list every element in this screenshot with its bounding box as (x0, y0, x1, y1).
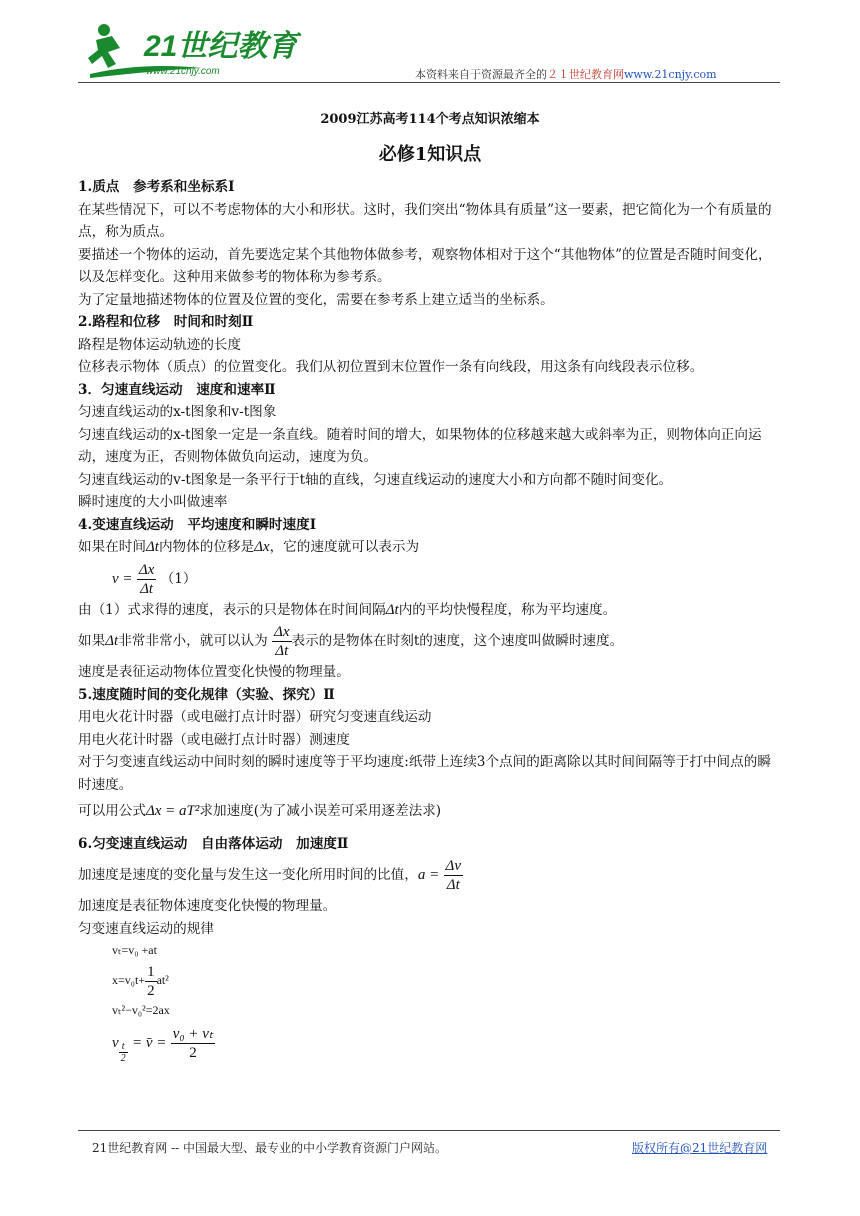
formula-lhs: a = (417, 867, 440, 883)
fraction-one-half (145, 963, 157, 1000)
section-4-heading: 4.变速直线运动 平均速度和瞬时速度Ⅰ (78, 516, 317, 533)
text-span: 可以用公式 (78, 803, 146, 819)
equation-number: （1） (160, 570, 197, 587)
section-1-para-1: 在某些情况下，可以不考虑物体的大小和形状。这时，我们突出“物体具有质量”这一要素，把它简化为一个有质量的点，称为质点。 (78, 201, 772, 240)
section-2-para-1: 路程是物体运动轨迹的长度 (78, 336, 242, 353)
fraction-mean-velocity (171, 1025, 216, 1062)
document-title: 2009江苏高考114个考点知识浓缩本 (320, 112, 540, 127)
section-2-heading: 2.路程和位移 时间和时刻Ⅱ (78, 314, 254, 330)
text-span: 求加速度(为了减小误差可采用逐差法求) (199, 803, 442, 819)
section-4-para-3 (78, 621, 782, 661)
section-5-heading: 5.速度随时间的变化规律（实验、探究）Ⅱ (78, 686, 335, 703)
fraction-denominator: 2 (120, 1053, 126, 1064)
fraction-denominator: 2 (189, 1045, 197, 1061)
text-span: 如果在时间 (78, 539, 146, 555)
header-note (415, 66, 717, 82)
text-span: 内物体的位移是 (158, 539, 255, 555)
fraction-numerator: Δv (445, 858, 462, 874)
fraction-denominator: 2 (147, 982, 155, 999)
text-span: 由（1）式求得的速度，表示的只是物体在时间间隔 (78, 601, 386, 618)
delta-t-symbol: Δt (145, 539, 159, 555)
section-4-para-4: 速度是表征运动物体位置变化快慢的物理量。 (78, 664, 350, 680)
delta-x-symbol: Δx (254, 539, 270, 555)
section-5-para-1: 用电火花计时器（或电磁打点计时器）研究匀变速直线运动 (78, 709, 432, 725)
fraction-numerator: v₀ + vₜ (172, 1026, 214, 1042)
section-5-para-2: 用电火花计时器（或电磁打点计时器）测速度 (78, 731, 350, 748)
section-3-para-3: 匀速直线运动的v-t图象是一条平行于t轴的直线，匀速直线运动的速度大小和方向都不随时间变化。 (78, 471, 673, 488)
section-6-para-2: 加速度是表征物体速度变化快慢的物理量。 (78, 898, 337, 914)
section-3-para-2: 匀速直线运动的x-t图象一定是一条直线。随着时间的增大，如果物体的位移越来越大或斜率为正，则物体向正向运动，速度为正，否则物体做负向运动，速度为负。 (78, 426, 762, 465)
section-1-para-3: 为了定量地描述物体的位置及位置的变化，需要在参考系上建立适当的坐标系。 (78, 291, 554, 308)
formula-lhs: v = (112, 570, 133, 587)
fraction-denominator: Δt (140, 580, 154, 597)
text-span: 表示的是物体在时刻t的速度，这个速度叫做瞬时速度。 (291, 633, 624, 649)
formula-displacement (78, 960, 782, 1000)
text-span: at² (156, 973, 169, 987)
section-4-para-1 (78, 536, 782, 559)
formula-mean-velocity (78, 1020, 782, 1066)
fraction-numerator: Δx (138, 561, 155, 578)
formula-velocity-time: vₜ=v₀ +at (112, 943, 157, 957)
section-6-para-3: 匀变速直线运动的规律 (78, 920, 214, 937)
fraction-numerator: t (119, 1041, 128, 1053)
footer-copyright-link[interactable]: 版权所有@21世纪教育网 (632, 1141, 768, 1155)
runner-logo-icon (82, 18, 298, 82)
logo-url: www.21cnjy.com (146, 66, 220, 77)
formula-delta-x: Δx = aT² (145, 803, 200, 819)
text-span: x=v₀t+ (112, 973, 146, 987)
delta-t-symbol: Δt (105, 633, 119, 649)
text-span: 加速度是速度的变化量与发生这一变化所用时间的比值， (78, 867, 418, 883)
formula-mid: = v̄ = (132, 1035, 167, 1051)
section-5-para-4 (78, 800, 782, 823)
section-6-heading: 6.匀变速直线运动 自由落体运动 加速度Ⅱ (78, 835, 349, 852)
section-5-para-3: 对于匀变速直线运动中间时刻的瞬时速度等于平均速度:纸带上连续3个点间的距离除以其时间间隔等于打中间点的瞬时速度。 (78, 754, 771, 793)
logo-text: 21世纪教育 (144, 30, 298, 63)
footer-divider (78, 1130, 780, 1131)
text-span: 如果 (78, 633, 106, 649)
header-url-link[interactable]: www.21cnjy.com (624, 68, 717, 81)
fraction-numerator: Δx (274, 624, 290, 640)
text-span: ，它的速度就可以表示为 (269, 539, 420, 555)
site-logo (82, 18, 298, 82)
subscript-t-over-2 (119, 1041, 128, 1064)
text-span: 内的平均快慢程度，称为平均速度。 (398, 601, 617, 618)
fraction-dv-dt (444, 857, 463, 894)
document-body (78, 176, 782, 1066)
fraction-dx-dt (272, 623, 291, 660)
fraction-denominator: Δt (446, 877, 460, 893)
document-subtitle: 必修1知识点 (378, 144, 482, 165)
delta-t-symbol: Δt (385, 601, 399, 618)
footer-text: 21世纪教育网 -- 中国最大型、最专业的中小学教育资源门户网站。 (92, 1141, 448, 1155)
formula-lhs: v (112, 1035, 119, 1051)
section-6-para-1 (78, 855, 782, 895)
section-3-para-1: 匀速直线运动的x-t图象和v-t图象 (78, 404, 277, 420)
fraction-dx-dt (137, 561, 156, 598)
section-3-heading: 3．匀速直线运动 速度和速率Ⅱ (78, 381, 276, 398)
section-1-heading: 1.质点 参考系和坐标系Ⅰ (78, 179, 235, 195)
fraction-numerator: 1 (147, 963, 155, 980)
velocity-formula (78, 559, 782, 599)
fraction-denominator: Δt (275, 643, 289, 659)
section-1-para-2: 要描述一个物体的运动，首先要选定某个其他物体做参考，观察物体相对于这个“其他物体”的位置是否随时间变化，以及怎样变化。这种用来做参考的物体称为参考系。 (78, 246, 772, 285)
formula-velocity-squared: vₜ²−v₀²=2ax (112, 1003, 170, 1017)
header-brand: ２１世纪教育网 (547, 68, 624, 81)
text-span: 非常非常小，就可以认为 (118, 633, 268, 649)
header-note-prefix: 本资料来自于资源最齐全的 (415, 68, 547, 81)
section-4-para-2 (78, 599, 782, 622)
spacer (78, 823, 782, 833)
header-divider (78, 82, 780, 83)
section-2-para-2: 位移表示物体（质点）的位置变化。我们从初位置到末位置作一条有向线段，用这条有向线段表示位移。 (78, 359, 704, 375)
section-3-para-4: 瞬时速度的大小叫做速率 (78, 494, 228, 510)
